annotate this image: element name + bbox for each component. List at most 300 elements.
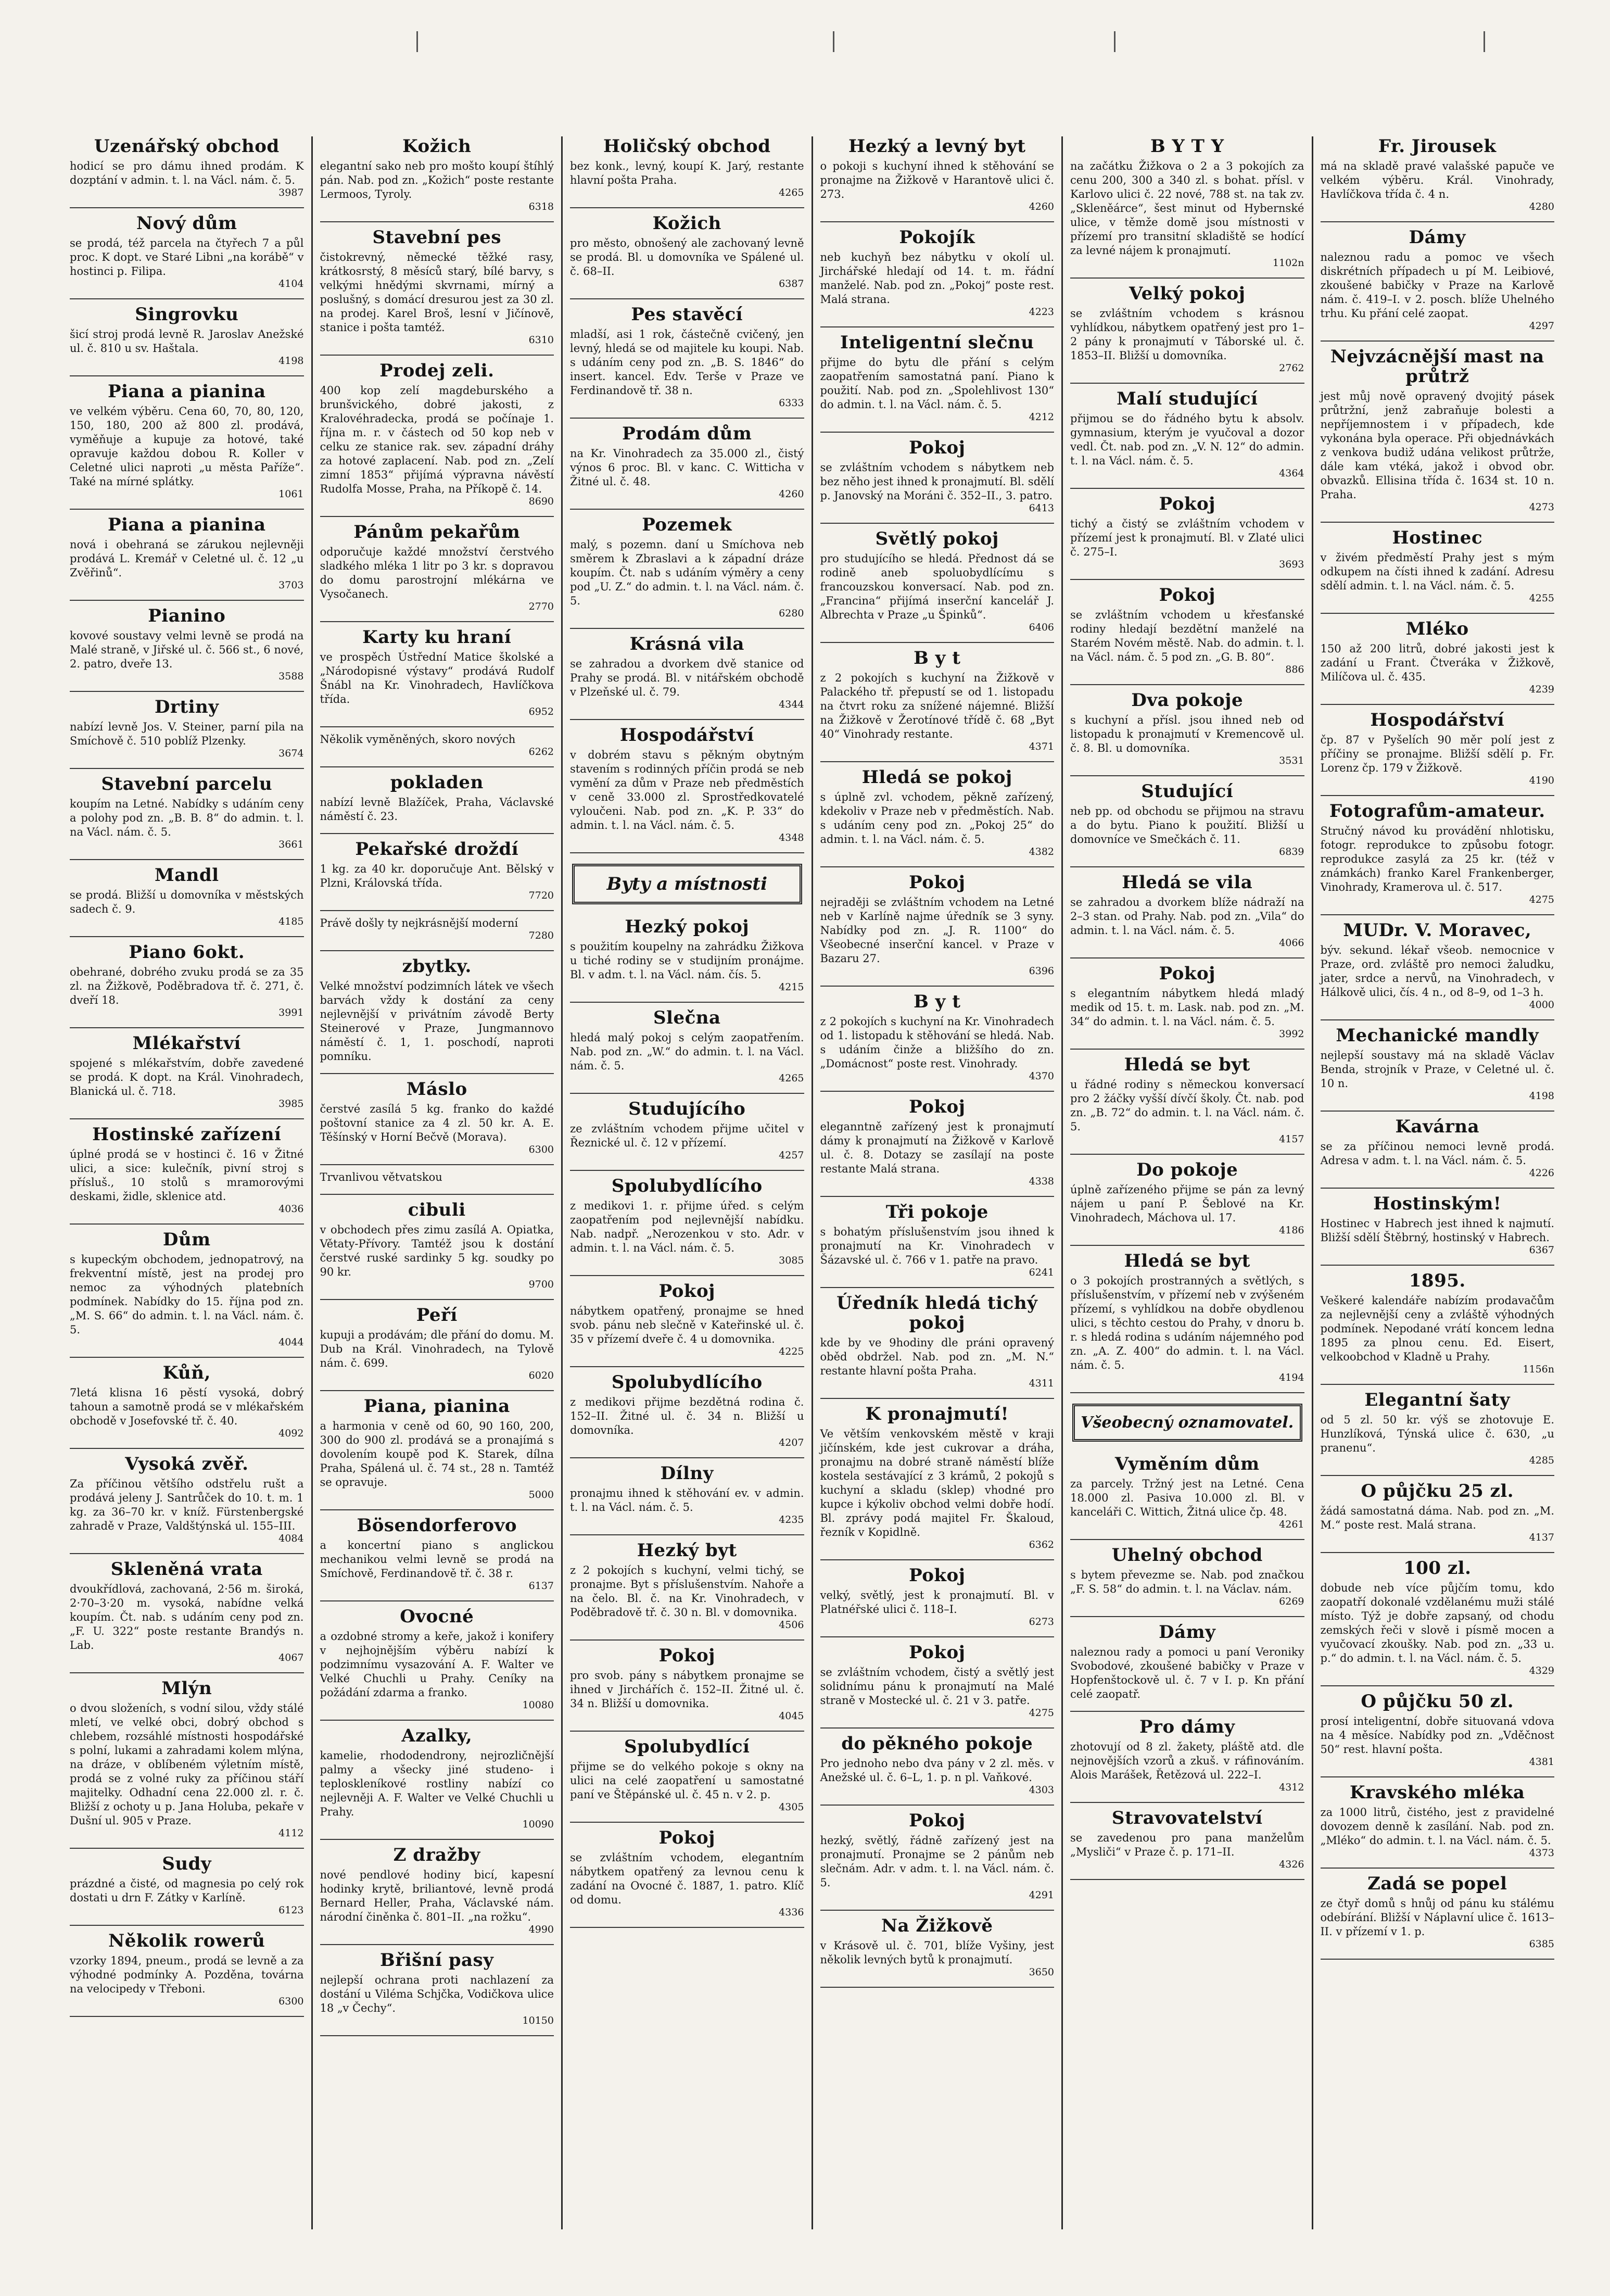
- ad-title: pokladen: [390, 772, 484, 793]
- ad-code: 6137: [528, 1580, 554, 1592]
- ad-divider: [820, 523, 1055, 524]
- ad-code: 4207: [779, 1437, 804, 1448]
- ad-title: Peří: [416, 1305, 458, 1326]
- ad-code: 4198: [1529, 1090, 1554, 1102]
- ad-code: 2762: [1279, 362, 1304, 374]
- ad-divider: [70, 1357, 304, 1358]
- ad-title: Kožich: [652, 213, 721, 234]
- ad-divider: [820, 1091, 1055, 1092]
- classified-ad: [70, 382, 304, 499]
- classified-ad: [1070, 1717, 1304, 1793]
- ad-code: 6952: [528, 706, 554, 717]
- ad-divider: [70, 1925, 304, 1926]
- ad-code: 4336: [779, 1907, 804, 1918]
- ad-divider: [570, 1275, 804, 1276]
- ad-code: 4198: [278, 355, 304, 367]
- ad-code: 4506: [779, 1619, 804, 1631]
- classified-ad: [70, 515, 304, 590]
- ad-title: B y t: [914, 991, 961, 1012]
- ad-title: Do pokoje: [1136, 1159, 1238, 1180]
- ad-divider: [1321, 1552, 1555, 1553]
- ad-divider: [70, 768, 304, 769]
- ad-text: zhotovují od 8 zl. žakety, pláště atd. dle nejnovějších vzorů a zkuš. v ráfinováním. Alois Marášek, Řetězová ul. 222–I.: [1070, 1740, 1304, 1781]
- ad-code: 6387: [779, 278, 804, 289]
- ad-divider: [820, 1805, 1055, 1806]
- ad-divider: [820, 1987, 1055, 1988]
- ad-title: Pokoj: [1159, 585, 1215, 605]
- classified-ad: [1321, 1026, 1555, 1101]
- ad-divider: [70, 1553, 304, 1554]
- ad-text: hezký, světlý, řádně zařízený jest na pronajmutí. Pronajme se 2 pánům neb slečnám. Adr. v adm. t. l. na Václ. nám. č. 5.: [820, 1834, 1054, 1889]
- classified-columns: [62, 136, 1562, 2229]
- ad-code: 6300: [528, 1144, 554, 1155]
- ad-code: 4280: [1529, 201, 1554, 212]
- classified-ad: [320, 1305, 554, 1381]
- ad-divider: [70, 509, 304, 510]
- ad-divider: [570, 1927, 804, 1928]
- ad-title: Hledá se vila: [1122, 872, 1253, 893]
- column-2: [313, 136, 563, 2229]
- ad-divider: [320, 355, 554, 356]
- classified-ad: [1070, 1545, 1304, 1607]
- ad-divider: [1070, 1154, 1304, 1155]
- classified-ad: [320, 1516, 554, 1591]
- ad-divider: [320, 1164, 554, 1165]
- classified-ad: [320, 1170, 554, 1184]
- ad-divider: [320, 726, 554, 727]
- classified-ad: [70, 1559, 304, 1663]
- ad-divider: [1070, 488, 1304, 489]
- ad-code: 6300: [278, 1996, 304, 2007]
- ad-text: Ve větším venkovském městě v kraji jičínském, kde jest cukrovar a dráha, pronajmu na dobré straně náměstí blíže kostela sestávající z 3 krámů, 2 pokojů s kuchyní a skladu (sklep) vhodné pro kupce i kýkoliv obchod velmi dobře hodí. Bl. zprávy podá majitel Fr. Škaloud, řezník v Kopidlně.: [820, 1428, 1054, 1538]
- column-4: [813, 136, 1063, 2229]
- classified-ad: [1321, 136, 1555, 212]
- classified-ad: [320, 773, 554, 824]
- classified-ad: [820, 1404, 1055, 1550]
- ad-code: 3987: [278, 187, 304, 198]
- ad-title: Mléko: [1405, 619, 1469, 639]
- classified-ad: [70, 774, 304, 850]
- ad-code: 3674: [278, 748, 304, 759]
- ad-text: nabízí levně Jos. V. Steiner, parní pila na Smíchově č. 510 poblíž Plzenky.: [70, 721, 304, 747]
- ad-text: z 2 pokojích s kuchyní, velmi tichý, se pronajme. Byt s příslušenstvím. Nahoře a na čelo. Bl. č. na Kr. Vinohradech, v Poděbradově tř. č. 30 n. Bl. v domovnika.: [570, 1564, 804, 1619]
- ad-text: hodicí se pro dámu ihned prodám. K dozptání v admin. t. l. na Václ. nám. č. 5.: [70, 160, 304, 186]
- ad-title: Pianino: [148, 605, 226, 626]
- ad-code: 4344: [779, 699, 804, 710]
- ad-text: za parcely. Tržný jest na Letné. Cena 18.000 zl. Pasiva 10.000 zl. Bl. v kanceláři C. Wittich, Žitná ulice čp. 48.: [1070, 1478, 1304, 1518]
- classified-ad: [70, 1230, 304, 1347]
- classified-ad: [820, 873, 1055, 976]
- ad-code: 3992: [1279, 1028, 1304, 1040]
- classified-ad: [1321, 801, 1555, 905]
- ad-text: Právě došly ty nejkrásnější moderní: [320, 917, 518, 929]
- classified-ad: [1321, 619, 1555, 695]
- ad-divider: [820, 1727, 1055, 1729]
- ad-code: 4275: [1029, 1707, 1054, 1719]
- ad-title: Piana a pianina: [107, 514, 266, 535]
- ad-title: Piana a pianina: [107, 381, 266, 402]
- ad-title: Bösendorferovo: [357, 1515, 517, 1536]
- ad-title: Nejvzácnější mast na průtrž: [1330, 346, 1544, 387]
- ad-text: s kuchyní a přísl. jsou ihned neb od listopadu k pronajmutí v Kremencově ul. č. 8. Bl. u domovníka.: [1070, 714, 1304, 754]
- ad-code: 4291: [1029, 1889, 1054, 1901]
- ad-code: 6333: [779, 397, 804, 409]
- ad-title: Pánům pekařům: [353, 522, 521, 543]
- ad-text: o dvou složeních, s vodní silou, vždy stálé mletí, ve velké obci, dobrý obchod s chlebem, rozsáhlé místnosti hospodářské s polní, lukami a zahradami kolem mlýna, na dráze, v oblíbeném výletním místě, prodá se z volné ruky za příčinou stáří majitelky. Odhadní cena 22.000 zl. r. č. Bližší z ochoty u p. Jana Holuba, pekaře v Dušní ul. 905 v Praze.: [70, 1702, 304, 1827]
- ad-text: se zvláštním vchodem s krásnou vyhlídkou, nábytkem opatřený jest pro 1–2 pány k pronajmutí v Táborské ul. č. 1853–II. Bližší u domovníka.: [1070, 307, 1304, 362]
- ad-divider: [70, 1027, 304, 1028]
- ad-divider: [570, 1457, 804, 1458]
- ad-title: Slečna: [653, 1007, 721, 1028]
- ad-title: Pokoj: [658, 1827, 715, 1848]
- ad-divider: [1070, 1245, 1304, 1246]
- ad-text: na začátku Žižkova o 2 a 3 pokojích za cenu 200, 300 a 340 zl. s bohat. přísl. v Karlovo ulici č. 22 nové, 788 st. na tak zv. „Skleněárce“, šest minut od Hybernské ulice, v těmže domě jsou místnosti v přízemí pro transitní skladiště se hodící za levné nájem k pronajmutí.: [1070, 160, 1304, 257]
- ad-title: Holičský obchod: [603, 136, 771, 157]
- ad-title: Máslo: [406, 1079, 467, 1100]
- classified-ad: [570, 213, 804, 289]
- ad-text: 400 kop zelí magdeburského a brunšvického, dobré jakosti, z Kralovéhradecka, prodá se počínaje 1. října m. r. v částech od 50 kop neb v celku ze stanice rak. sev. západní dráhy za hotové zaplacení. Nab. pod zn. „Zelí zimní 1853“ přijímá výpravna návěstí Rudolfa Mosse, Praha, na Příkopě č. 14.: [320, 384, 554, 495]
- ad-divider: [70, 691, 304, 692]
- ad-code: 4273: [1529, 501, 1554, 513]
- ad-title: Krásná vila: [629, 634, 744, 654]
- ad-text: s úplně zvl. vchodem, pěkně zařízený, kdekoliv v Praze neb v předměstích. Nab. s udáním ceny pod zn. „Pokoj 25“ do admin. t. l. na Václ. nám. č. 5.: [820, 791, 1054, 846]
- ad-divider: [1321, 1475, 1555, 1476]
- column-5: [1063, 136, 1313, 2229]
- ad-code: 6310: [528, 334, 554, 346]
- ad-divider: [820, 326, 1055, 327]
- classified-ad: [820, 228, 1055, 317]
- ad-code: 4255: [1529, 592, 1554, 604]
- classified-ad: [820, 1643, 1055, 1718]
- ad-code: 6262: [528, 746, 554, 758]
- ad-code: 4265: [779, 187, 804, 198]
- ad-title: Stavební parcelu: [101, 774, 273, 794]
- ad-divider: [1070, 1539, 1304, 1540]
- classified-ad: [570, 1828, 804, 1917]
- ad-text: Trvanlivou větvatskou: [320, 1171, 442, 1183]
- ad-title: O půjčku 25 zl.: [1361, 1481, 1514, 1502]
- ad-title: Vyměním dům: [1114, 1454, 1260, 1474]
- classified-ad: [820, 1811, 1055, 1900]
- ad-text: s kupeckým obchodem, jednopatrový, na frekventní místě, jest na prodej pro nemoc za výhodných platebních podmínek. Nabídky do 15. října pod zn. „M. S. 66“ do admin. t. l. na Václ. nám. č. 5.: [70, 1253, 304, 1336]
- ad-code: 4044: [278, 1336, 304, 1348]
- ad-title: Hezký a levný byt: [848, 136, 1026, 157]
- ad-divider: [320, 766, 554, 767]
- ad-text: se zvláštním vchodem, čistý a světlý jest solidnímu pánu k pronajmutí na Malé straně v Mostecké ul. č. 21 v 3. patře.: [820, 1666, 1054, 1707]
- ad-code: 1102n: [1272, 257, 1304, 269]
- ad-divider: [320, 2035, 554, 2036]
- ad-code: 4092: [278, 1428, 304, 1439]
- ad-divider: [570, 1639, 804, 1641]
- ad-title: Inteligentní slečnu: [840, 332, 1034, 353]
- ad-text: se prodá. Bližší u domovníka v městských sadech č. 9.: [70, 889, 304, 915]
- ad-title: Fr. Jirousek: [1378, 136, 1497, 157]
- classified-ad: [570, 917, 804, 992]
- classified-ad: [320, 361, 554, 507]
- ad-divider: [1070, 1392, 1304, 1393]
- ad-text: přijme do bytu dle přání s celým zaopatřením samostatná paní. Piano k použití. Nab. pod zn. „Spolehlivost 130“ do admin. t. l. na Václ. nám. č. 5.: [820, 356, 1054, 411]
- ad-text: Stručný návod ku provádění nhlotisku, fotogr. reprodukce to způsobu fotogr. reprodukce zasylá za 25 kr. (též v známkách) franko Karel Frankenberger, Vinohrady, Kramerova ul. č. 517.: [1320, 825, 1554, 893]
- ad-code: 4000: [1529, 999, 1554, 1011]
- ad-divider: [1070, 957, 1304, 958]
- classified-ad: [70, 136, 304, 198]
- ad-divider: [320, 621, 554, 622]
- ad-title: do pěkného pokoje: [841, 1733, 1033, 1754]
- ad-title: Singrovku: [135, 304, 239, 325]
- ad-text: eleganntně zařízený jest k pronajmutí dámy k pronajmutí na Žižkově v Karlově ul. č. 8. Dotazy se zasílají na poste restante Malá strana.: [820, 1120, 1054, 1175]
- classified-ad: [1321, 528, 1555, 603]
- ad-text: naleznou radu a pomoc ve všech diskrétních případech u pí M. Leibiové, zkoušené babičky v Praze na Karlově nám. č. 419–I. v 2. posch. blíže Uhelného trhu. Ku přání celé zaopat.: [1320, 251, 1554, 320]
- classified-ad: [320, 136, 554, 212]
- ad-code: 4381: [1529, 1756, 1554, 1768]
- ad-divider: [70, 1118, 304, 1119]
- ad-text: se zahradou a dvorkem dvě stanice od Prahy se prodá. Bl. v nitářském obchodě v Plzeňské ul. č. 79.: [570, 658, 804, 698]
- classified-ad: [820, 1202, 1055, 1278]
- ad-code: 4326: [1279, 1859, 1304, 1870]
- classified-ad: [1070, 1454, 1304, 1530]
- ad-title: Dům: [162, 1229, 211, 1250]
- ad-title: Mlýn: [161, 1678, 212, 1699]
- ad-divider: [820, 866, 1055, 867]
- ad-text: s použitím koupelny na zahrádku Žižkova u tiché rodiny se v studijním pronájme. Bl. v adm. t. l. na Václ. nám. čís. 5.: [570, 940, 804, 981]
- ad-text: se zvláštním vchodem u křesťanské rodiny hledají bezdětní manželé na Starém Novém městě. Nab. do admin. t. l. na Václ. nám. č. 5 pod zn. „G. B. 80“.: [1070, 609, 1304, 663]
- ad-title: Pes stavěcí: [631, 304, 743, 325]
- ad-title: Několik rowerů: [108, 1931, 265, 1951]
- ad-text: čistokrevný, německé těžké rasy, krátkosrstý, 8 měsíců starý, bílé barvy, s velkými hnědými skvrnami, mírný a poslušný, s domácí dresurou jest za 30 zl. na prodej. Karel Broš, lesní v Jičínově, stanice i pošta tamtéž.: [320, 251, 554, 334]
- ad-title: Dílny: [660, 1463, 714, 1484]
- classified-ad: [820, 136, 1055, 212]
- ad-text: a ozdobné stromy a keře, jakož i konifery v nejhojnějším výběru nabízí k podzimnímu vysazování A. F. Walter ve Velké Chuchli u Prahy. Ceníky na požádání zdarma a franko.: [320, 1630, 554, 1699]
- ad-code: 4190: [1529, 775, 1554, 786]
- ad-code: 6413: [1029, 502, 1054, 514]
- ad-code: 4297: [1529, 320, 1554, 332]
- ad-text: se zahradou a dvorkem blíže nádraží na 2–3 stan. od Prahy. Nab. pod zn. „Vila“ do admin. t. l. na Václ. nám. č. 5.: [1070, 896, 1304, 937]
- ad-text: za 1000 litrů, čistého, jest z pravidelné dovozem denně k zasílání. Nab. pod zn. „Mléko“ do admin. t. l. na Václ. nám. č. 5.: [1320, 1806, 1554, 1847]
- ad-code: 3650: [1029, 1966, 1054, 1978]
- ad-divider: [570, 1002, 804, 1003]
- ad-divider: [1321, 1265, 1555, 1266]
- ad-divider: [570, 418, 804, 419]
- ad-text: šicí stroj prodá levně R. Jaroslav Anežské ul. č. 810 u sv. Haštala.: [70, 328, 304, 355]
- ad-text: 150 až 200 litrů, dobré jakosti jest k zadání u Frant. Čtveráka v Žižkově, Milíčova ul. č. 435.: [1320, 642, 1554, 683]
- ad-title: Hostinským!: [1373, 1193, 1502, 1214]
- ad-divider: [820, 642, 1055, 643]
- ad-divider: [1070, 579, 1304, 580]
- ad-title: Malí studující: [1117, 388, 1258, 409]
- ad-divider: [320, 1720, 554, 1721]
- ad-divider: [1070, 383, 1304, 384]
- ad-title: B Y T Y: [1150, 136, 1224, 157]
- ad-divider: [320, 1944, 554, 1945]
- classified-ad: [1070, 690, 1304, 766]
- ad-text: úplné prodá se v hostinci č. 16 v Žitné ulici, a sice: kulečník, pivní stroj s přísluš., 10 stolů s mramorovými deskami, židle, sklenice atd.: [70, 1148, 304, 1203]
- classified-ad: [570, 515, 804, 619]
- ad-text: malý, s pozemn. daní u Smíchova neb směrem k Zbraslavi a k západní dráze koupím. Čt. nab s udáním výměry a ceny pod „U. Z.“ do admin. t. l. na Václ. nám. č. 5.: [570, 538, 804, 607]
- ad-title: Hledá se pokoj: [861, 767, 1012, 788]
- classified-ad: [570, 634, 804, 710]
- classified-ad: [820, 438, 1055, 513]
- ad-title: Hledá se byt: [1124, 1054, 1250, 1075]
- classified-ad: [70, 1679, 304, 1838]
- ad-code: 4067: [278, 1652, 304, 1663]
- ad-code: 2770: [528, 601, 554, 612]
- ad-divider: [1070, 1802, 1304, 1803]
- ad-title: Spolubydlícího: [611, 1372, 763, 1393]
- classified-ad: [320, 733, 554, 757]
- ad-text: ze čtyř domů s hnůj od pánu ku stálému odebírání. Bližší v Náplavní ulice č. 1613–II. v přízemí v 1. p.: [1320, 1897, 1554, 1938]
- ad-divider: [70, 207, 304, 208]
- ad-code: 6280: [779, 608, 804, 619]
- ad-text: vzorky 1894, pneum., prodá se levně a za výhodné podmínky A. Pozděna, továrna na velocipedy v Třeboni.: [70, 1954, 304, 1995]
- classified-ad: [320, 1845, 554, 1935]
- classified-ad: [570, 1372, 804, 1448]
- classified-ad: [320, 1607, 554, 1710]
- ad-divider: [820, 1398, 1055, 1399]
- ad-divider: [70, 1672, 304, 1673]
- classified-ad: [1321, 1874, 1555, 1949]
- classified-ad: [820, 1566, 1055, 1627]
- ad-text: dvoukřídlová, zachovaná, 2·56 m. široká, 2·70–3·20 m. vysoká, nabídne velká koupím. Čt. nab. s udáním ceny pod zn. „F. U. 322“ poste restante Brandýs n. Lab.: [70, 1583, 304, 1651]
- ad-title: Na Žižkově: [881, 1915, 993, 1936]
- ad-code: 4226: [1529, 1167, 1554, 1179]
- classified-ad: [820, 992, 1055, 1081]
- ad-text: neb kuchyň bez nábytku v okolí ul. Jirchářské hledají od 14. t. m. řádní manželé. Nab. pod zn. „Pokoj“ poste rest. Malá strana.: [820, 251, 1054, 306]
- ad-text: o 3 pokojích prostranných a světlých, s příslušenstvím, v přízemí neb v zvýšeném přízemí, s vyhlídkou na dobře obydlenou ulici, s těchto cestou do Prahy, v dnoru b. r. s hledá rodina s udáním nájemného pod zn. „A. Z. 400“ do admin. t. l. na Václ. nám. č. 5.: [1070, 1275, 1304, 1371]
- ad-text: koupím na Letné. Nabídky s udáním ceny a polohy pod zn. „B. B. 8“ do admin. t. l. na Václ. nám. č. 5.: [70, 798, 304, 838]
- ad-code: 10150: [522, 2015, 554, 2026]
- ad-code: 6123: [278, 1904, 304, 1916]
- ad-code: 4045: [779, 1710, 804, 1722]
- classified-ad: [1321, 1783, 1555, 1858]
- ad-text: žádá samostatná dáma. Nab. pod zn. „M. M.“ poste rest. Malá strana.: [1320, 1505, 1554, 1531]
- ad-text: Hostinec v Habrech jest ihned k najmutí. Bližší sdělí Štěbrný, hostinský v Habrech.: [1320, 1217, 1554, 1244]
- ad-divider: [570, 207, 804, 208]
- ad-text: neb pp. od obchodu se přijmou na stravu a do bytu. Piano k použití. Bližší u domovníce ve Smečkách č. 11.: [1070, 805, 1304, 846]
- ad-title: Azalky,: [401, 1725, 473, 1746]
- ad-divider: [320, 950, 554, 951]
- ad-code: 4261: [1279, 1519, 1304, 1530]
- ad-code: 1061: [278, 488, 304, 500]
- ad-divider: [570, 1534, 804, 1535]
- ad-code: 6269: [1279, 1596, 1304, 1607]
- ad-divider: [320, 1073, 554, 1074]
- ad-code: 3985: [278, 1098, 304, 1109]
- classified-ad: [570, 1281, 804, 1357]
- ad-divider: [320, 516, 554, 517]
- classified-ad: [1070, 136, 1304, 268]
- ad-code: 3703: [278, 579, 304, 591]
- ad-code: 4225: [779, 1346, 804, 1357]
- ad-title: Kožich: [402, 136, 472, 157]
- top-mark: [1114, 31, 1115, 52]
- ad-title: Nový dům: [136, 213, 237, 234]
- ad-divider: [1321, 1868, 1555, 1869]
- ad-text: nová i obehraná se zárukou nejlevněji prodává L. Kremář v Celetné ul. č. 12 „u Zvěřinů“.: [70, 538, 304, 579]
- classified-ad: [570, 725, 804, 843]
- classified-ad: [570, 1737, 804, 1812]
- ad-code: 4275: [1529, 894, 1554, 905]
- ad-divider: [820, 1636, 1055, 1637]
- classified-ad: [1070, 781, 1304, 857]
- ad-code: 4235: [779, 1514, 804, 1525]
- ad-code: 4157: [1279, 1133, 1304, 1145]
- section-banner: Byty a místnosti: [572, 864, 802, 904]
- classified-ad: [320, 1200, 554, 1290]
- ad-title: Sudy: [162, 1853, 212, 1874]
- ad-code: 4112: [278, 1827, 304, 1839]
- ad-divider: [320, 1194, 554, 1195]
- classified-ad: [570, 1099, 804, 1160]
- ad-code: 6241: [1029, 1267, 1054, 1278]
- ad-divider: [1321, 522, 1555, 523]
- ad-divider: [1070, 684, 1304, 685]
- ad-text: na Kr. Vinohradech za 35.000 zl., čistý výnos 6 proc. Bl. v kanc. C. Witticha v Žitné ul. č. 48.: [570, 447, 804, 488]
- classified-ad: [570, 1541, 804, 1630]
- classified-ad: [70, 213, 304, 289]
- classified-ad: [70, 606, 304, 682]
- ad-code: 3991: [278, 1007, 304, 1018]
- ad-title: Hledá se byt: [1124, 1251, 1250, 1271]
- classified-ad: [1070, 873, 1304, 948]
- ad-code: 4370: [1029, 1070, 1054, 1082]
- ad-title: Mlékařství: [132, 1033, 241, 1054]
- classified-ad: [1321, 920, 1555, 1010]
- classified-ad: [820, 648, 1055, 752]
- ad-title: Mandl: [154, 865, 219, 886]
- ad-title: Pokoj: [1159, 963, 1215, 984]
- column-1: [62, 136, 313, 2229]
- ad-text: od 5 zl. 50 kr. výš se zhotovuje E. Hunzlíková, Týnská ulice č. 630, „u pranenu“.: [1320, 1414, 1554, 1454]
- ad-code: 4212: [1029, 411, 1054, 423]
- ad-code: 4260: [779, 488, 804, 500]
- ad-title: Břišní pasy: [380, 1950, 494, 1971]
- ad-code: 4373: [1529, 1847, 1554, 1859]
- ad-divider: [1070, 1711, 1304, 1712]
- ad-title: Drtiny: [155, 697, 219, 717]
- ad-title: Mechanické mandly: [1336, 1025, 1539, 1046]
- ad-text: tichý a čistý se zvláštním vchodem v přízemí jest k pronajmutí. Bl. v Zlaté ulici č. 275–I.: [1070, 518, 1304, 558]
- ad-text: prosí inteligentní, dobře situovaná vdova na 4 měsíce. Nabídky pod zn. „Vděčnost 50“ rest. hlavní pošta.: [1320, 1715, 1554, 1756]
- ad-divider: [1070, 1049, 1304, 1050]
- ad-text: ve prospěch Ústřední Matice školské a „Národopisné výstavy“ prodává Rudolf Šnábl na Kr. Vinohradech, Havlíčkova třída.: [320, 651, 554, 705]
- ad-title: Dámy: [1409, 227, 1466, 248]
- ad-text: Několik vyměněných, skoro nových: [320, 733, 516, 746]
- ad-text: v dobrém stavu s pěkným obytným stavením s rodinných příčin prodá se neb vymění za dům v Praze neb předměstích v ceně 33.000 zl. Sprostředkovatelé vyloučeni. Nab. pod zn. „K. P. 33“ do admin. t. l. na Václ. nám. č. 5.: [570, 749, 804, 831]
- ad-text: se zvláštním vchodem s nábytkem neb bez něho jest ihned k pronajmutí. Bl. sdělí p. Janovský na Moráni č. 352–II., 3. patro.: [820, 461, 1054, 502]
- ad-title: Pokoj: [909, 1810, 966, 1831]
- classified-ad: [1321, 1692, 1555, 1767]
- ad-title: Prodám dům: [622, 423, 752, 444]
- ad-divider: [820, 1559, 1055, 1560]
- ad-title: Pekařské droždí: [355, 839, 519, 860]
- ad-title: Hezký byt: [637, 1540, 737, 1561]
- classified-ad: [820, 767, 1055, 857]
- ad-text: dobude neb více půjčím tomu, kdo zaopatří dokonalé vzdělanému muži stálé místo. Týž je dobře zapsaný, od chodu zemských řeči v slově i písmě mocen a vyučovací zkoušky. Nab. pod zn. „33 u. p.“ do admin. t. l. na Václ. nám. č. 5.: [1320, 1582, 1554, 1664]
- ad-code: 6318: [528, 201, 554, 212]
- ad-divider: [570, 1170, 804, 1171]
- ad-divider: [570, 298, 804, 299]
- ad-divider: [820, 761, 1055, 762]
- ad-text: s bohatým příslušenstvím jsou ihned k pronajmutí na Kr. Vinohradech v Šázavské ul. č. 766 v 1. patře na pravo.: [820, 1226, 1054, 1266]
- classified-ad: [1070, 1808, 1304, 1870]
- ad-title: Piano 6okt.: [129, 942, 245, 963]
- ad-text: prázdné a čisté, od magnesia po celý rok dostati u drn F. Zátky v Karlíně.: [70, 1877, 304, 1904]
- ad-title: 100 zl.: [1403, 1558, 1472, 1579]
- ad-code: 4303: [1029, 1784, 1054, 1796]
- ad-title: Hostinské zařízení: [92, 1124, 282, 1145]
- classified-ad: [1321, 347, 1555, 512]
- ad-divider: [70, 298, 304, 299]
